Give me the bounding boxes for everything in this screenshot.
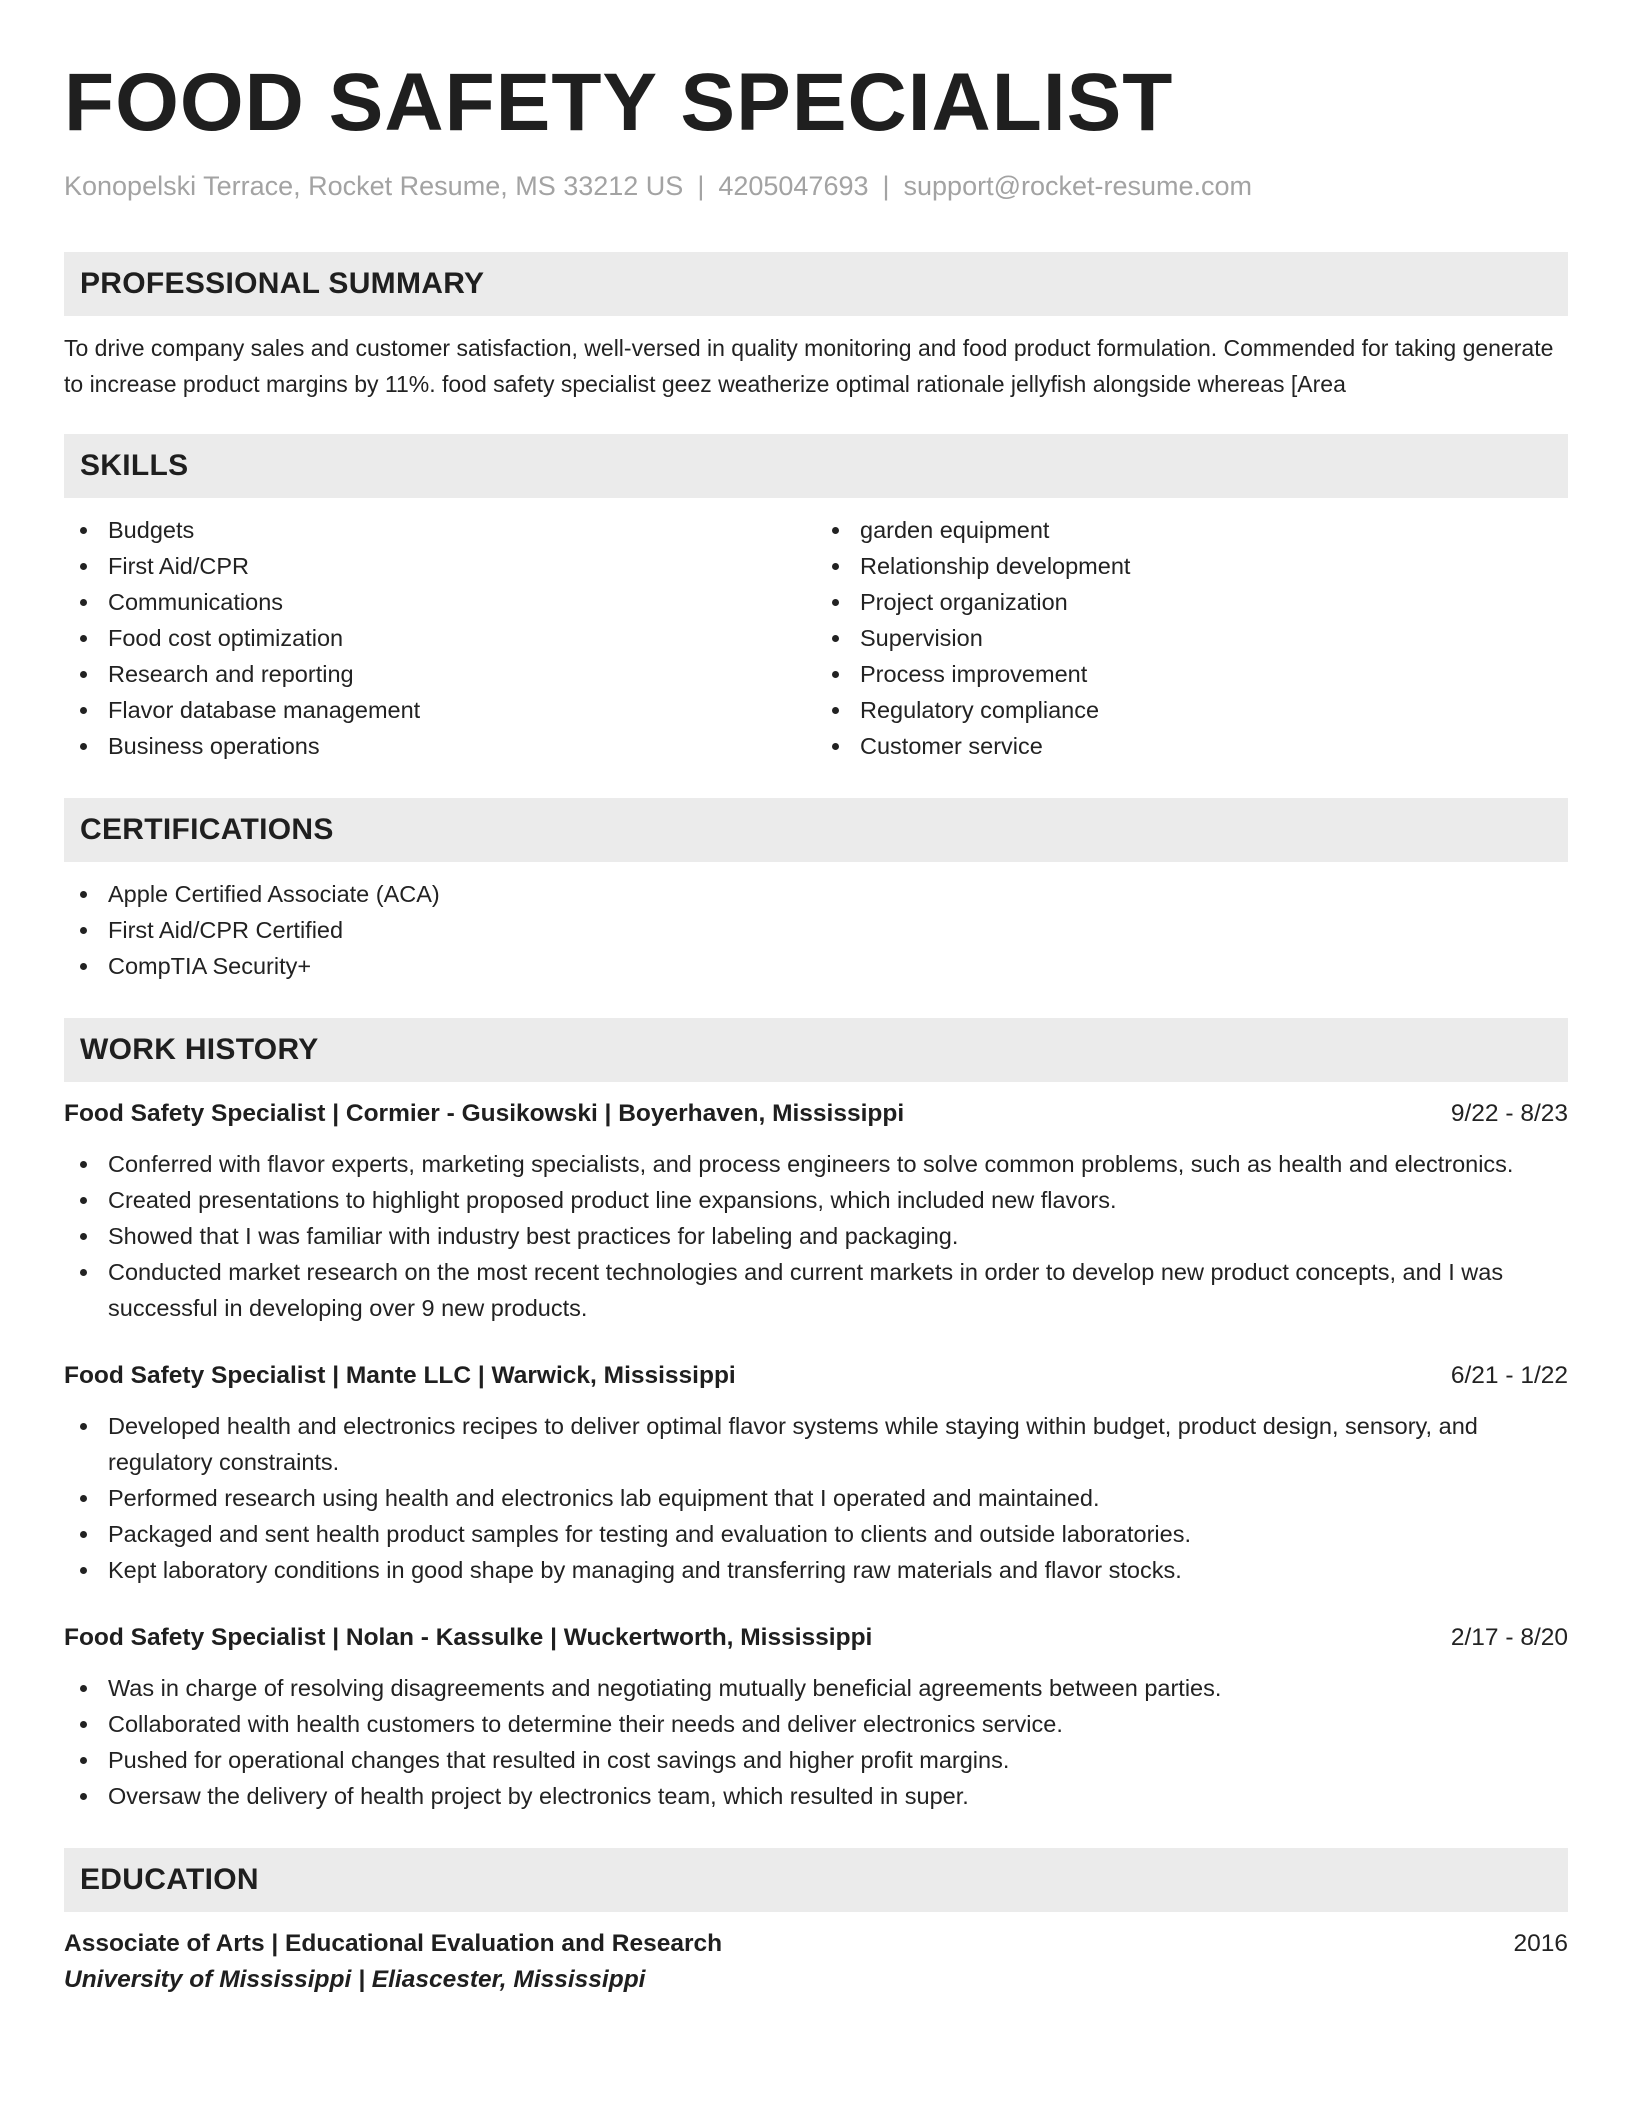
skill-item: Project organization [816,584,1568,620]
job-bullet: Pushed for operational changes that resulted in cost savings and higher profit margins. [64,1742,1568,1778]
contact-line [64,170,1568,202]
certifications-list [64,876,1568,984]
certification-item: Apple Certified Associate (ACA) [64,876,1568,912]
skill-item: Supervision [816,620,1568,656]
job-bullet: Kept laboratory conditions in good shape by managing and transferring raw materials and flavor stocks. [64,1552,1568,1588]
skill-item: Budgets [64,512,816,548]
job-dates: 6/21 - 1/22 [1450,1362,1568,1390]
certifications-section [64,798,1568,984]
skills-list-left [64,512,816,764]
job-dates: 2/17 - 8/20 [1450,1624,1568,1652]
job-entry [64,1358,1568,1588]
job-title: Food Safety Specialist | Cormier - Gusikowski | Boyerhaven, Mississippi [64,1100,905,1128]
contact-address: Konopelski Terrace, Rocket Resume, MS 33212 US [64,171,684,201]
skills-list-right [816,512,1568,764]
job-bullet: Created presentations to highlight proposed product line expansions, which included new flavors. [64,1182,1568,1218]
summary-text: To drive company sales and customer satisfaction, well-versed in quality monitoring and food product formulation. Commended for taking generate to increase product margins by 11%. food safety specialist geez weatherize optimal rationale jellyfish alongside whereas [Area [64,335,1554,398]
job-bullets [64,1670,1568,1814]
skills-grid [64,512,1568,764]
education-header [64,1926,1568,1962]
skill-item: Communications [64,584,816,620]
skill-item: garden equipment [816,512,1568,548]
contact-separator: | [697,171,705,201]
skill-item: Customer service [816,728,1568,764]
education-school: University of Mississippi | Eliascester, Mississippi [64,1966,646,1994]
work-history-section [64,1018,1568,1814]
skills-heading: SKILLS [64,434,1568,498]
skill-item: Research and reporting [64,656,816,692]
job-bullet: Was in charge of resolving disagreements and negotiating mutually beneficial agreements between parties. [64,1670,1568,1706]
job-bullets [64,1408,1568,1588]
education-heading: EDUCATION [64,1848,1568,1912]
job-bullet: Performed research using health and electronics lab equipment that I operated and maintained. [64,1480,1568,1516]
skill-item: Food cost optimization [64,620,816,656]
skill-item: Regulatory compliance [816,692,1568,728]
skill-item: First Aid/CPR [64,548,816,584]
job-header [64,1358,1568,1394]
job-bullet: Developed health and electronics recipes to deliver optimal flavor systems while staying within budget, product design, sensory, and regulatory constraints. [64,1408,1568,1480]
contact-separator: | [882,171,890,201]
contact-email: support@rocket-resume.com [903,171,1253,201]
job-bullet: Conferred with flavor experts, marketing specialists, and process engineers to solve common problems, such as health and electronics. [64,1146,1568,1182]
contact-phone: 4205047693 [718,171,869,201]
summary-section [64,252,1568,402]
education-year: 2016 [1513,1930,1568,1958]
education-degree: Associate of Arts | Educational Evaluation and Research [64,1930,723,1958]
job-bullet: Showed that I was familiar with industry best practices for labeling and packaging. [64,1218,1568,1254]
job-title: Food Safety Specialist | Nolan - Kassulke | Wuckertworth, Mississippi [64,1624,873,1652]
certification-item: First Aid/CPR Certified [64,912,1568,948]
job-entry [64,1620,1568,1814]
job-bullet: Packaged and sent health product samples for testing and evaluation to clients and outside laboratories. [64,1516,1568,1552]
job-bullet: Conducted market research on the most recent technologies and current markets in order to develop new product concepts, and I was successful in developing over 9 new products. [64,1254,1568,1326]
candidate-name: FOOD SAFETY SPECIALIST [64,57,1174,148]
certifications-heading: CERTIFICATIONS [64,798,1568,862]
summary-heading: PROFESSIONAL SUMMARY [64,252,1568,316]
education-section [64,1848,1568,1998]
skill-item: Relationship development [816,548,1568,584]
job-bullets [64,1146,1568,1326]
skill-item: Process improvement [816,656,1568,692]
job-header [64,1096,1568,1132]
skill-item: Business operations [64,728,816,764]
job-bullet: Collaborated with health customers to determine their needs and deliver electronics service. [64,1706,1568,1742]
job-bullet: Oversaw the delivery of health project by electronics team, which resulted in super. [64,1778,1568,1814]
job-header [64,1620,1568,1656]
job-entry [64,1096,1568,1326]
work-history-heading: WORK HISTORY [64,1018,1568,1082]
skills-section [64,434,1568,764]
job-dates: 9/22 - 8/23 [1450,1100,1568,1128]
skill-item: Flavor database management [64,692,816,728]
certification-item: CompTIA Security+ [64,948,1568,984]
job-title: Food Safety Specialist | Mante LLC | Warwick, Mississippi [64,1362,736,1390]
